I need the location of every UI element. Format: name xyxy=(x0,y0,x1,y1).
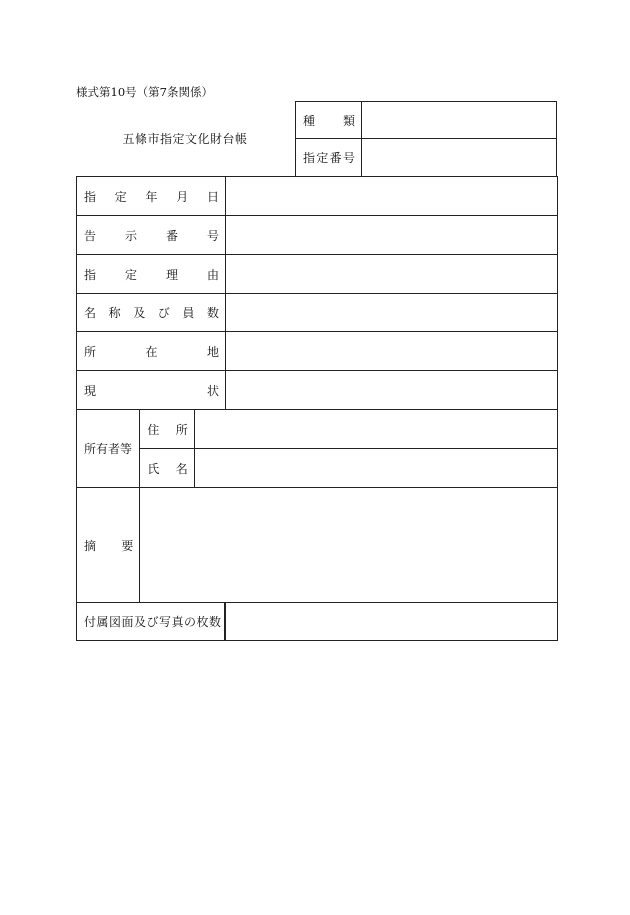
label-char: 在 xyxy=(145,344,158,359)
label-char: 現 xyxy=(84,383,97,398)
type-label-chars xyxy=(303,112,355,129)
label-char: 住 xyxy=(147,422,160,437)
designation-reason-label xyxy=(77,255,226,294)
row-name-quantity xyxy=(77,294,558,332)
label-char: 地 xyxy=(206,344,219,359)
current-state-label-chars xyxy=(84,382,219,399)
type-label xyxy=(296,102,362,139)
attachments-split xyxy=(77,603,225,640)
row-location xyxy=(77,332,558,371)
owner-label xyxy=(77,410,140,488)
type-label-char: 類 xyxy=(342,113,355,128)
summary-label-chars xyxy=(84,537,133,554)
register-table xyxy=(76,176,558,641)
owner-address-value-field[interactable] xyxy=(194,410,557,449)
summary-value-field[interactable] xyxy=(140,488,558,603)
label-char: び xyxy=(157,306,170,320)
row-owner-name xyxy=(77,449,558,488)
designation-number-label xyxy=(296,139,362,177)
name-quantity-value-field[interactable] xyxy=(226,294,558,332)
label-char: 指 xyxy=(84,189,97,204)
label-char: 年 xyxy=(145,189,158,204)
label-char: 日 xyxy=(206,189,219,204)
name-quantity-label-chars xyxy=(84,304,219,321)
designation-date-label-chars xyxy=(84,188,219,205)
designation-number-char: 定 xyxy=(316,151,329,165)
summary-label xyxy=(77,488,140,603)
designation-number-label-chars xyxy=(303,149,355,166)
row-owner-address xyxy=(77,410,558,449)
type-value-field[interactable] xyxy=(362,102,557,139)
location-label-chars xyxy=(84,343,219,360)
label-char: 示 xyxy=(124,228,137,243)
owner-label-text: 所有者等 xyxy=(84,442,133,456)
row-designation-reason xyxy=(77,255,558,294)
label-char: 及 xyxy=(133,306,146,320)
label-char: 摘 xyxy=(84,538,97,553)
designation-number-char: 番 xyxy=(329,151,342,165)
header-fields-table xyxy=(295,101,557,177)
row-designation-date xyxy=(77,177,558,216)
row-notice-number xyxy=(77,216,558,255)
label-char: 員 xyxy=(182,306,195,320)
label-char: 所 xyxy=(84,344,97,359)
form-number: 様式第10号（第7条関係） xyxy=(76,85,213,99)
owner-name-label xyxy=(140,449,194,488)
label-char: 氏 xyxy=(147,461,160,476)
label-char: 数 xyxy=(206,306,219,320)
attachments-label xyxy=(77,603,225,640)
label-char: 要 xyxy=(121,538,134,553)
row-current-state xyxy=(77,371,558,410)
label-char: 由 xyxy=(206,267,219,282)
type-label-char: 種 xyxy=(303,113,316,128)
register-title: 五條市指定文化財台帳 xyxy=(122,132,248,146)
designation-number-char: 指 xyxy=(303,151,316,165)
label-char: 称 xyxy=(108,306,121,320)
designation-date-value-field[interactable] xyxy=(226,177,558,216)
attachments-label-text: 付属図面及び写真の枚数 xyxy=(84,615,222,629)
label-char: 号 xyxy=(206,228,219,243)
location-value-field[interactable] xyxy=(226,332,558,371)
location-label xyxy=(77,332,226,371)
notice-number-label xyxy=(77,216,226,255)
current-state-value-field[interactable] xyxy=(226,371,558,410)
designation-number-value-field[interactable] xyxy=(362,139,557,177)
label-char: 所 xyxy=(175,422,188,437)
label-char: 理 xyxy=(165,267,178,282)
designation-reason-label-chars xyxy=(84,266,219,283)
attachments-cell xyxy=(77,603,226,641)
label-char: 名 xyxy=(84,306,97,320)
notice-number-value-field[interactable] xyxy=(226,216,558,255)
notice-number-label-chars xyxy=(84,227,219,244)
current-state-label xyxy=(77,371,226,410)
label-char: 告 xyxy=(84,228,97,243)
label-char: 月 xyxy=(176,189,189,204)
designation-reason-value-field[interactable] xyxy=(226,255,558,294)
label-char: 名 xyxy=(175,461,188,476)
owner-address-label xyxy=(140,410,194,449)
row-attachments xyxy=(77,603,558,641)
owner-address-label-chars xyxy=(147,421,187,438)
label-char: 指 xyxy=(84,267,97,282)
attachments-value-field[interactable] xyxy=(226,603,558,641)
row-summary xyxy=(77,488,558,603)
label-char: 定 xyxy=(124,267,137,282)
label-char: 状 xyxy=(206,383,219,398)
designation-number-char: 号 xyxy=(342,151,355,165)
name-quantity-label xyxy=(77,294,226,332)
label-char: 番 xyxy=(165,228,178,243)
designation-date-label xyxy=(77,177,226,216)
owner-name-value-field[interactable] xyxy=(194,449,557,488)
label-char: 定 xyxy=(114,189,127,204)
owner-name-label-chars xyxy=(147,460,187,477)
